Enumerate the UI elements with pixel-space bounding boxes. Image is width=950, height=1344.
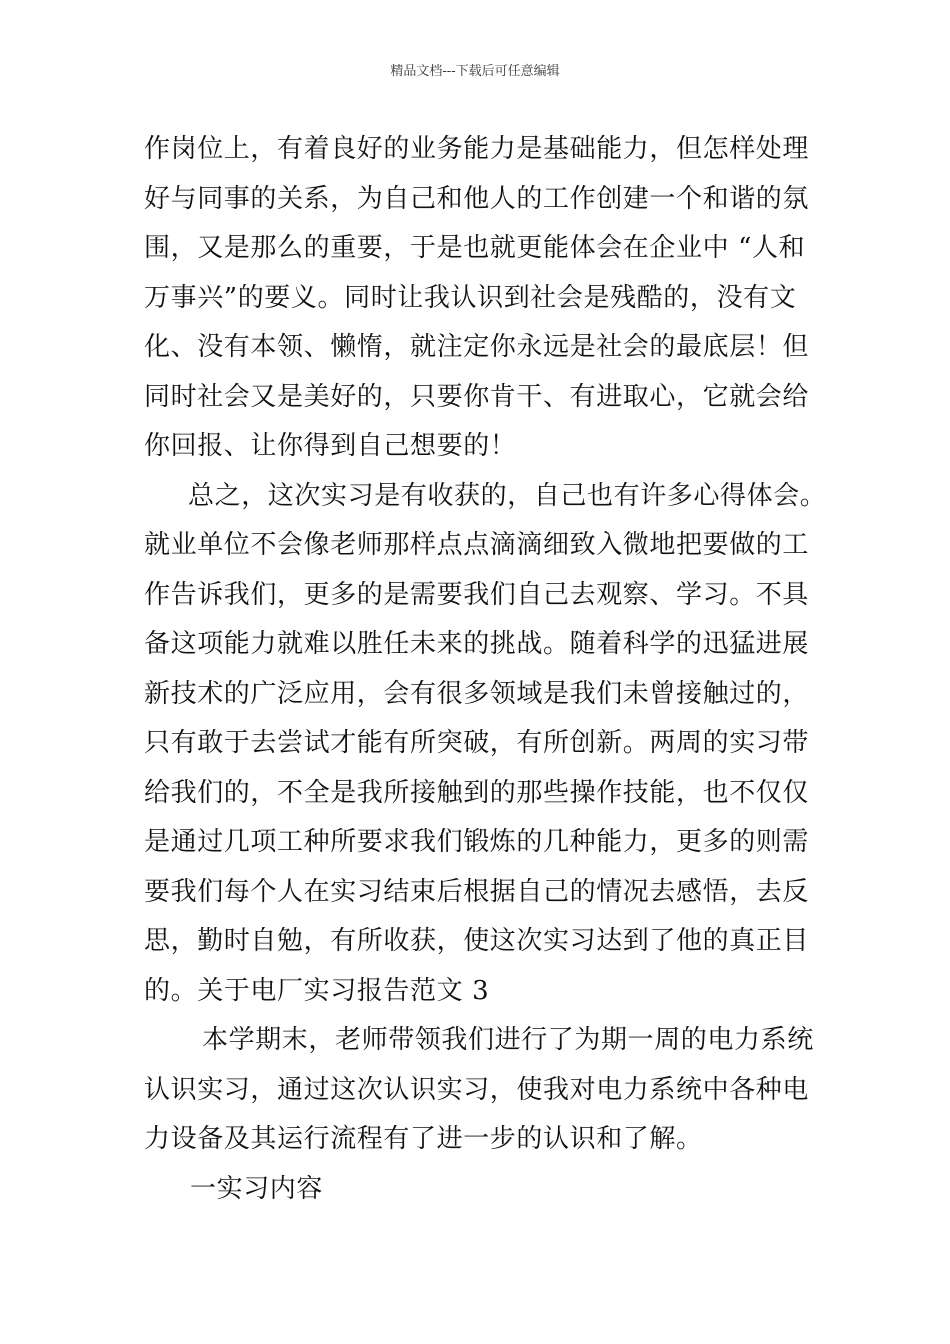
text-line: 同时社会又是美好的，只要你肯干、有进取心，它就会给: [144, 381, 810, 412]
text-line: 作岗位上，有着良好的业务能力是基础能力，但怎样处理: [144, 134, 810, 164]
text-line: 好与同事的关系，为自己和他人的工作创建一个和谐的氛: [144, 183, 810, 214]
section-heading: 一实习内容: [190, 1173, 324, 1204]
document-body: [144, 125, 827, 1214]
text-line: 你回报、让你得到自己想要的！: [144, 431, 517, 461]
page-header: 精品文档---下载后可任意编辑: [390, 64, 560, 79]
text-line: 就业单位不会像老师那样点点滴滴细致入微地把要做的工: [144, 530, 810, 560]
text-line: 万事兴”的要义。同时让我认识到社会是残酷的，没有文: [144, 282, 797, 313]
text-line: 是通过几项工种所要求我们锻炼的几种能力，更多的则需: [144, 827, 810, 857]
text-line: 作告诉我们，更多的是需要我们自己去观察、学习。不具: [144, 579, 810, 610]
text-line: 要我们每个人在实习结束后根据自己的情况去感悟，去反: [144, 876, 810, 907]
text-line: 新技术的广泛应用，会有很多领域是我们未曾接触过的，: [144, 678, 810, 709]
text-line: 思，勤时自勉，有所收获，使这次实习达到了他的真正目: [144, 926, 810, 956]
paragraph-start-line: 本学期末，老师带领我们进行了为期一周的电力系统: [202, 1025, 814, 1055]
text-line: 备这项能力就难以胜任未来的挑战。随着科学的迅猛进展: [144, 629, 810, 659]
text-line: 围，又是那么的重要，于是也就更能体会在企业中 “人和: [144, 233, 806, 263]
text-line: 给我们的，不全是我所接触到的那些操作技能，也不仅仅: [144, 777, 810, 808]
text-line: 化、没有本领、懒惰，就注定你永远是社会的最底层！但: [144, 332, 810, 362]
paragraph-start-line: 总之，这次实习是有收获的，自己也有许多心得体会。: [188, 480, 827, 511]
text-line: 认识实习，通过这次认识实习，使我对电力系统中各种电: [144, 1074, 810, 1105]
text-line-with-title: 的。关于电厂实习报告范文 3: [144, 975, 490, 1006]
text-line: 只有敢于去尝试才能有所突破，有所创新。两周的实习带: [144, 728, 810, 758]
text-line: 力设备及其运行流程有了进一步的认识和了解。: [144, 1124, 703, 1154]
